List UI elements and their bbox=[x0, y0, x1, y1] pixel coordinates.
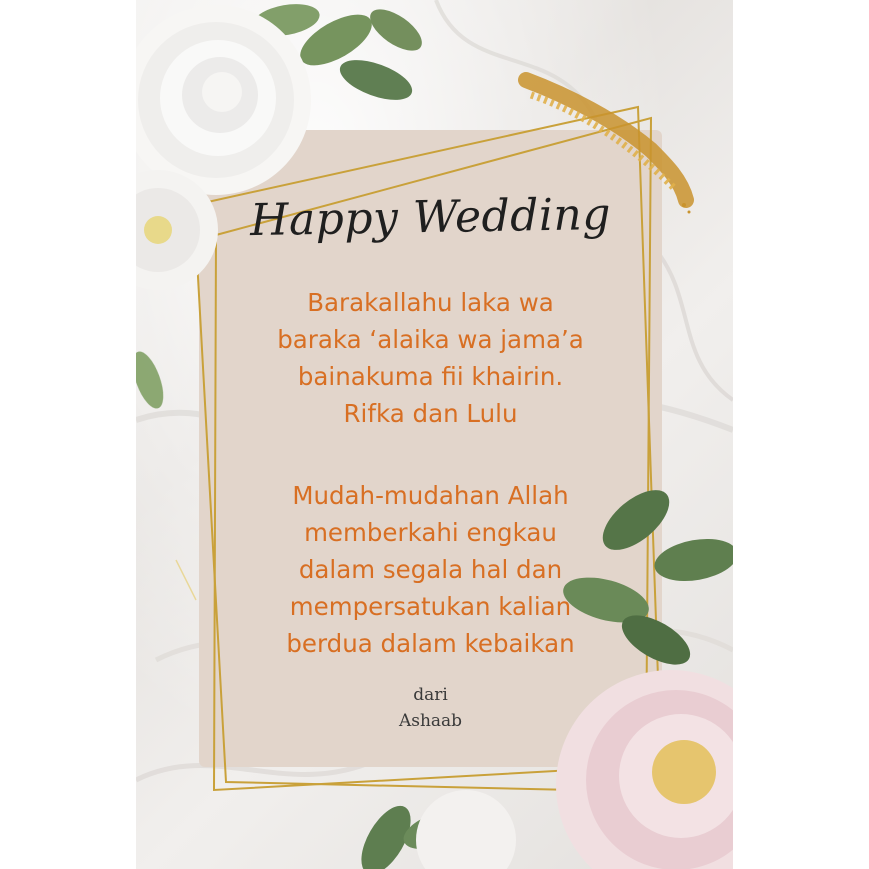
verse-line: dalam segala hal dan bbox=[298, 555, 563, 584]
verse-line: baraka ‘alaika wa jama’a bbox=[277, 325, 584, 354]
verse-line: berdua dalam kebaikan bbox=[286, 629, 575, 658]
verse-line: Barakallahu laka wa bbox=[307, 288, 554, 317]
message-area bbox=[199, 130, 662, 767]
couple-names: Rifka dan Lulu bbox=[343, 399, 518, 428]
verse-line: mempersatukan kalian bbox=[289, 592, 572, 621]
verse-line: bainakuma fii khairin. bbox=[297, 362, 564, 391]
verse-line: Mudah-mudahan Allah bbox=[292, 481, 569, 510]
card-title: Happy Wedding bbox=[249, 188, 612, 247]
from-label: dari bbox=[413, 685, 448, 705]
blessing-verse bbox=[199, 477, 662, 662]
wedding-card bbox=[136, 0, 733, 869]
verse-line: memberkahi engkau bbox=[304, 518, 557, 547]
prayer-verse bbox=[199, 284, 662, 432]
sender-name: Ashaab bbox=[398, 711, 463, 731]
